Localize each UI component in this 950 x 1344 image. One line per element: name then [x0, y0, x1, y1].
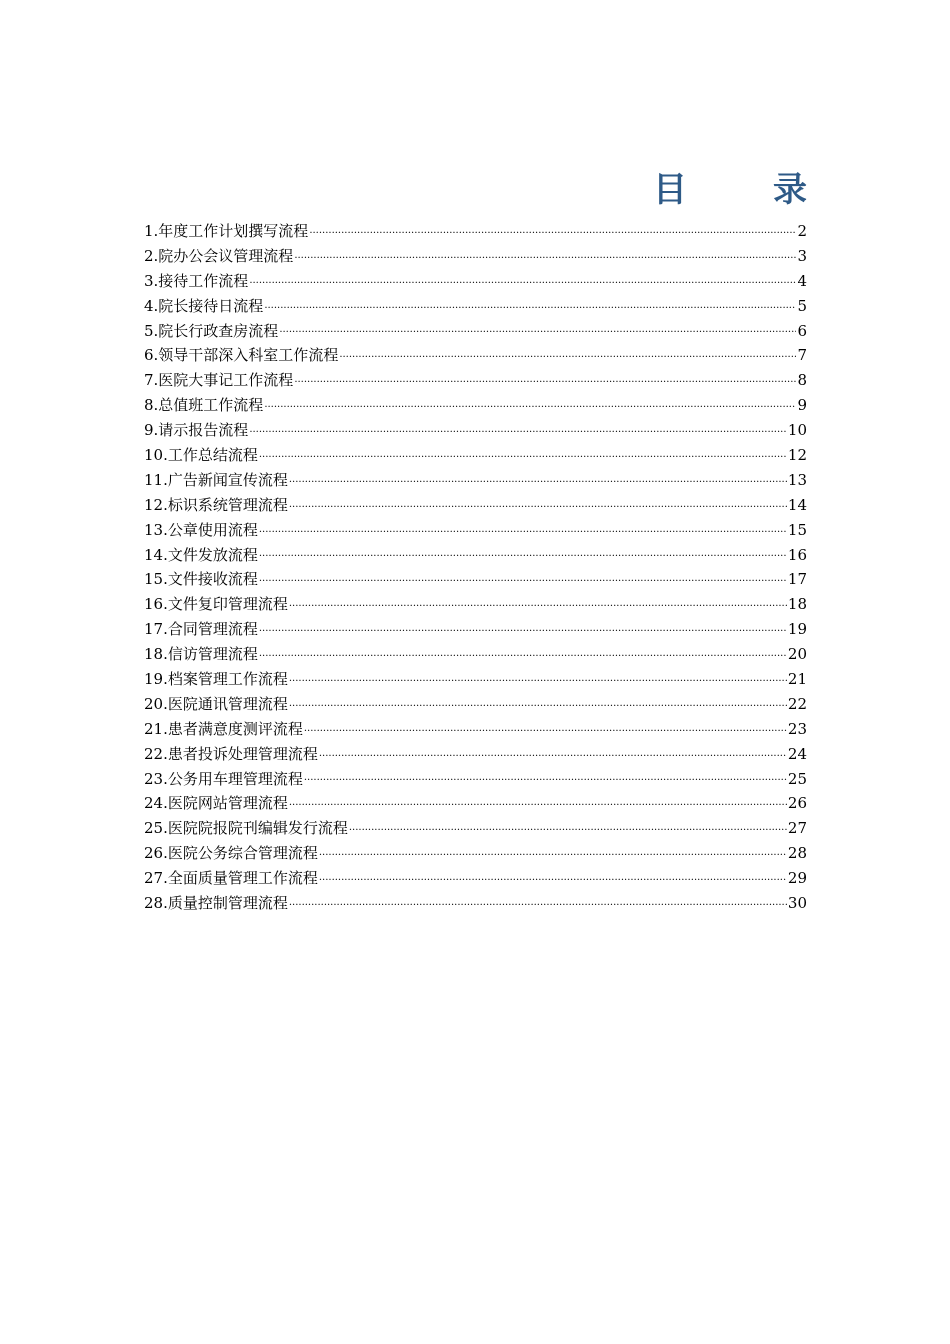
toc-dot-leader — [339, 348, 796, 362]
toc-entry-page-number: 13 — [787, 470, 807, 489]
toc-entry-label: 17.合同管理流程 — [144, 620, 258, 639]
toc-entry-label: 18.信访管理流程 — [144, 645, 258, 664]
toc-entry-page-number: 26 — [787, 794, 807, 813]
toc-entry-label: 9.请示报告流程 — [144, 421, 249, 440]
toc-entry-label: 16.文件复印管理流程 — [144, 595, 288, 614]
toc-entry[interactable] — [144, 866, 807, 891]
toc-entry[interactable] — [144, 791, 807, 816]
toc-entry-label: 24.医院网站管理流程 — [144, 794, 288, 813]
toc-entry-page-number: 24 — [787, 744, 807, 763]
toc-entry[interactable] — [144, 767, 807, 792]
toc-entry-page-number: 27 — [787, 819, 807, 838]
toc-entry-page-number: 30 — [787, 894, 807, 913]
toc-entry[interactable] — [144, 418, 807, 443]
toc-entry-label: 13.公章使用流程 — [144, 520, 258, 539]
toc-dot-leader — [319, 846, 787, 860]
toc-dot-leader — [289, 473, 787, 487]
toc-dot-leader — [304, 771, 787, 785]
toc-entry-page-number: 10 — [787, 421, 807, 440]
toc-entry-page-number: 25 — [787, 769, 807, 788]
toc-dot-leader — [264, 299, 796, 313]
toc-entry-page-number: 16 — [787, 545, 807, 564]
toc-dot-leader — [319, 871, 787, 885]
toc-entry[interactable] — [144, 667, 807, 692]
toc-entry[interactable] — [144, 891, 807, 916]
toc-entry-page-number: 14 — [787, 495, 807, 514]
toc-entry-page-number: 21 — [787, 670, 807, 689]
toc-entry-label: 22.患者投诉处理管理流程 — [144, 744, 318, 763]
toc-entry-label: 7.医院大事记工作流程 — [144, 371, 294, 390]
toc-entry[interactable] — [144, 692, 807, 717]
toc-entry-page-number: 23 — [787, 719, 807, 738]
toc-entry[interactable] — [144, 368, 807, 393]
toc-entry-label: 2.院办公会议管理流程 — [144, 246, 294, 265]
toc-list — [144, 219, 807, 916]
toc-entry[interactable] — [144, 244, 807, 269]
toc-entry-label: 10.工作总结流程 — [144, 446, 258, 465]
toc-entry[interactable] — [144, 294, 807, 319]
toc-dot-leader — [289, 896, 787, 910]
toc-dot-leader — [279, 323, 796, 337]
toc-dot-leader — [259, 547, 787, 561]
toc-dot-leader — [294, 373, 796, 387]
toc-entry-page-number: 20 — [787, 645, 807, 664]
toc-entry-label: 25.医院院报院刊编辑发行流程 — [144, 819, 348, 838]
toc-dot-leader — [319, 747, 787, 761]
toc-dot-leader — [264, 398, 796, 412]
toc-entry-page-number: 17 — [787, 570, 807, 589]
toc-entry-label: 5.院长行政查房流程 — [144, 321, 279, 340]
toc-entry-page-number: 12 — [787, 446, 807, 465]
toc-dot-leader — [249, 423, 787, 437]
toc-entry[interactable] — [144, 543, 807, 568]
toc-entry-page-number: 6 — [797, 321, 807, 340]
toc-entry-label: 23.公务用车理管理流程 — [144, 769, 303, 788]
toc-entry-page-number: 18 — [787, 595, 807, 614]
toc-dot-leader — [289, 796, 787, 810]
toc-dot-leader — [289, 672, 787, 686]
toc-dot-leader — [249, 274, 796, 288]
toc-entry-label: 19.档案管理工作流程 — [144, 670, 288, 689]
toc-entry[interactable] — [144, 742, 807, 767]
toc-entry-page-number: 4 — [797, 271, 807, 290]
toc-entry-label: 6.领导干部深入科室工作流程 — [144, 346, 339, 365]
toc-entry-label: 15.文件接收流程 — [144, 570, 258, 589]
toc-entry-label: 1.年度工作计划撰写流程 — [144, 222, 309, 240]
toc-entry[interactable] — [144, 642, 807, 667]
toc-entry-label: 28.质量控制管理流程 — [144, 894, 288, 913]
toc-dot-leader — [289, 498, 787, 512]
toc-entry[interactable] — [144, 567, 807, 592]
toc-dot-leader — [259, 448, 787, 462]
toc-entry-label: 11.广告新闻宣传流程 — [144, 470, 288, 489]
toc-entry-page-number: 9 — [797, 396, 807, 415]
toc-entry-label: 27.全面质量管理工作流程 — [144, 869, 318, 888]
toc-entry-page-number: 5 — [797, 296, 807, 315]
toc-dot-leader — [259, 572, 787, 586]
toc-dot-leader — [289, 697, 787, 711]
toc-entry-page-number: 29 — [787, 869, 807, 888]
toc-dot-leader — [289, 597, 787, 611]
toc-entry-page-number: 2 — [797, 222, 807, 240]
toc-entry[interactable] — [144, 841, 807, 866]
toc-dot-leader — [349, 821, 787, 835]
toc-entry[interactable] — [144, 219, 807, 244]
toc-entry[interactable] — [144, 617, 807, 642]
toc-entry[interactable] — [144, 468, 807, 493]
toc-entry-page-number: 7 — [797, 346, 807, 365]
toc-entry-label: 14.文件发放流程 — [144, 545, 258, 564]
toc-dot-leader — [259, 523, 787, 537]
toc-dot-leader — [304, 722, 787, 736]
toc-entry-label: 8.总值班工作流程 — [144, 396, 264, 415]
toc-title: 目 录 — [653, 170, 833, 210]
toc-entry-page-number: 28 — [787, 844, 807, 863]
toc-entry[interactable] — [144, 816, 807, 841]
toc-dot-leader — [259, 622, 787, 636]
toc-dot-leader — [294, 249, 796, 263]
toc-entry[interactable] — [144, 269, 807, 294]
toc-entry[interactable] — [144, 343, 807, 368]
toc-entry[interactable] — [144, 393, 807, 418]
toc-entry-page-number: 15 — [787, 520, 807, 539]
toc-entry-page-number: 8 — [797, 371, 807, 390]
toc-entry-label: 20.医院通讯管理流程 — [144, 694, 288, 713]
toc-dot-leader — [259, 647, 787, 661]
toc-entry-label: 21.患者满意度测评流程 — [144, 719, 303, 738]
toc-entry-page-number: 3 — [797, 246, 807, 265]
toc-entry[interactable] — [144, 493, 807, 518]
toc-entry-page-number: 19 — [787, 620, 807, 639]
toc-entry[interactable] — [144, 717, 807, 742]
toc-entry-label: 4.院长接待日流程 — [144, 296, 264, 315]
toc-entry[interactable] — [144, 443, 807, 468]
toc-entry[interactable] — [144, 518, 807, 543]
toc-dot-leader — [309, 224, 796, 238]
toc-entry-label: 26.医院公务综合管理流程 — [144, 844, 318, 863]
toc-entry[interactable] — [144, 319, 807, 344]
toc-entry-label: 3.接待工作流程 — [144, 271, 249, 290]
toc-entry-page-number: 22 — [787, 694, 807, 713]
toc-entry-label: 12.标识系统管理流程 — [144, 495, 288, 514]
toc-entry[interactable] — [144, 592, 807, 617]
